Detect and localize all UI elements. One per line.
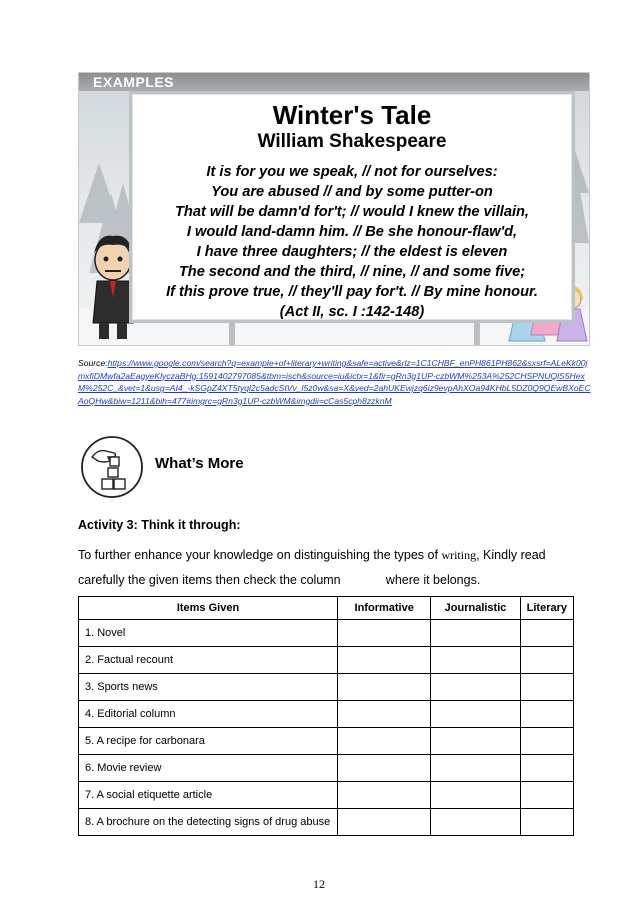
informative-check-cell[interactable] <box>337 701 430 728</box>
table-row <box>79 782 574 809</box>
quote-line: It is for you we speak, // not for ourselves: <box>206 164 498 180</box>
cartoon-man-figure <box>93 236 133 339</box>
quote-line: If this prove true, // they'll pay for't. // By mine honour. <box>166 284 538 300</box>
informative-check-cell[interactable] <box>337 728 430 755</box>
quote-line: You are abused // and by some putter-on <box>211 184 493 200</box>
header-items-given: Items Given <box>79 597 338 620</box>
source-label: Source: <box>78 358 108 368</box>
instruction-text: To further enhance your knowledge on distinguishing the types of <box>78 548 442 562</box>
examples-tab-label: EXAMPLES <box>79 73 589 91</box>
quote-line: That will be damn'd for't; // would I knew the villain, <box>175 204 529 220</box>
page-number: 12 <box>313 877 325 891</box>
quote-line: I would land-damn him. // Be she honour-flaw'd, <box>186 224 518 240</box>
table-row <box>79 728 574 755</box>
instruction-text: , Kindly read <box>476 548 546 562</box>
table-header-row <box>79 597 574 620</box>
item-cell: 1. Novel <box>79 620 338 647</box>
informative-check-cell[interactable] <box>337 674 430 701</box>
instruction-text: where it belongs. <box>385 573 481 587</box>
journalistic-check-cell[interactable] <box>431 701 520 728</box>
header-informative: Informative <box>337 597 430 620</box>
item-cell: 2. Factual recount <box>79 647 338 674</box>
journalistic-check-cell[interactable] <box>431 782 520 809</box>
quote-board <box>129 91 575 323</box>
item-cell: 3. Sports news <box>79 674 338 701</box>
table-row <box>79 701 574 728</box>
literary-check-cell[interactable] <box>520 620 573 647</box>
item-cell: 4. Editorial column <box>79 701 338 728</box>
informative-check-cell[interactable] <box>337 809 430 836</box>
source-link[interactable]: https://www.google.com/search?q=example+of+literary+writing&safe=active&rlz=1C1CHBF_enPH861PH862&sxsrf=ALeKk00jmxfiDMwfa2aEagyeKlyczaBHg:1591402797085&tbm=isch&source=iu&ictx=1&fir=gRn3g1UP-czbWM%253A%252CHSPNUQlS5HexM%252C_&vet=1&usg=AI4_-kSGpZ4XT5tyql2c5adcStVv_l5z0w&sa=X&ved=2ahUKEwjzq6iz9evpAhXOa94KHbL5DZ0Q9QEwBXoECAoQHw&biw=1211&bih=477#imgrc=gRn3g1UP-czbWM&imgdii=cCas5cph8zzknM <box>78 358 591 406</box>
activity-table <box>78 596 574 836</box>
journalistic-check-cell[interactable] <box>431 755 520 782</box>
informative-check-cell[interactable] <box>337 782 430 809</box>
examples-banner-image <box>78 72 590 346</box>
item-cell: 5. A recipe for carbonara <box>79 728 338 755</box>
play-author: William Shakespeare <box>257 131 447 152</box>
literary-check-cell[interactable] <box>520 755 573 782</box>
item-cell: 8. A brochure on the detecting signs of drug abuse <box>79 809 338 836</box>
header-journalistic: Journalistic <box>431 597 520 620</box>
informative-check-cell[interactable] <box>337 620 430 647</box>
image-source <box>78 357 593 407</box>
literary-check-cell[interactable] <box>520 701 573 728</box>
journalistic-check-cell[interactable] <box>431 647 520 674</box>
section-title-whats-more: What’s More <box>155 455 244 472</box>
informative-check-cell[interactable] <box>337 647 430 674</box>
table-row <box>79 647 574 674</box>
journalistic-check-cell[interactable] <box>431 728 520 755</box>
quote-line: The second and the third, // nine, // and some five; <box>178 264 526 280</box>
item-cell: 7. A social etiquette article <box>79 782 338 809</box>
informative-check-cell[interactable] <box>337 755 430 782</box>
quote-line: I have three daughters; // the eldest is eleven <box>196 244 508 260</box>
instruction-text: carefully the given items then check the column <box>78 573 341 587</box>
quote-citation: (Act II, sc. I :142-148) <box>279 304 425 320</box>
table-row <box>79 755 574 782</box>
literary-check-cell[interactable] <box>520 809 573 836</box>
header-literary: Literary <box>520 597 573 620</box>
activity-title: Activity 3: Think it through: <box>78 518 241 532</box>
quote-lines <box>132 162 572 322</box>
hand-stacking-blocks-icon <box>80 435 144 499</box>
journalistic-check-cell[interactable] <box>431 674 520 701</box>
table-row <box>79 674 574 701</box>
instruction-word: writing <box>441 548 477 562</box>
item-cell: 6. Movie review <box>79 755 338 782</box>
table-row <box>79 809 574 836</box>
activity-instruction <box>78 543 598 593</box>
literary-check-cell[interactable] <box>520 782 573 809</box>
table-row <box>79 620 574 647</box>
literary-check-cell[interactable] <box>520 647 573 674</box>
play-title: Winter's Tale <box>272 100 432 130</box>
literary-check-cell[interactable] <box>520 728 573 755</box>
journalistic-check-cell[interactable] <box>431 809 520 836</box>
literary-check-cell[interactable] <box>520 674 573 701</box>
journalistic-check-cell[interactable] <box>431 620 520 647</box>
